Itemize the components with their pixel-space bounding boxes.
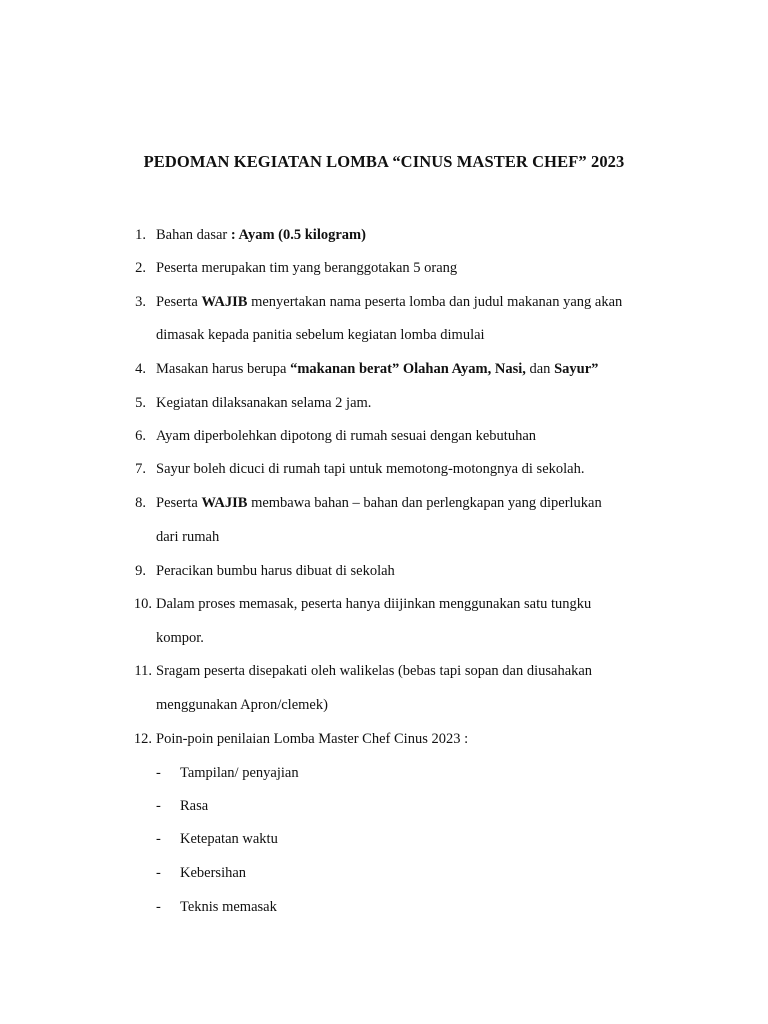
bullet-dash: - [156,798,161,814]
criteria-text: Rasa [180,798,209,814]
page-title: PEDOMAN KEGIATAN LOMBA “CINUS MASTER CHEF” 2023 [143,152,625,171]
item-text: Ayam diperbolehkan dipotong di rumah sesuai dengan kebutuhan [156,428,537,444]
criteria-text: Tampilan/ penyajian [180,765,299,781]
item-number: 1. [135,227,146,243]
bullet-dash: - [156,865,161,881]
item-number: 5. [135,395,146,411]
item-text-bold: WAJIB [201,495,248,511]
item-number: 10. [133,596,152,612]
item-number: 11. [134,663,152,679]
item-text-bold: WAJIB [201,294,248,310]
item-text: membawa bahan – bahan dan perlengkapan yang diperlukan [247,495,602,511]
item-text-bold: : Ayam (0.5 kilogram) [230,227,366,243]
item-number: 4. [135,361,146,377]
item-text: Dalam proses memasak, peserta hanya diijinkan menggunakan satu tungku [156,596,592,612]
item-text: dari rumah [156,529,220,545]
item-number: 6. [135,428,146,444]
item-text-bold: “makanan berat” Olahan Ayam, Nasi, [290,361,526,377]
item-text: menggunakan Apron/clemek) [156,697,328,713]
item-text: dimasak kepada panitia sebelum kegiatan lomba dimulai [156,327,485,343]
item-text: dan [525,361,555,377]
item-text: Peserta [156,495,202,511]
item-number: 9. [135,563,146,579]
item-text: Peserta merupakan tim yang beranggotakan 5 orang [156,260,458,276]
item-text: Sayur boleh dicuci di rumah tapi untuk memotong-motongnya di sekolah. [156,461,585,477]
item-number: 2. [135,260,146,276]
item-text: Peserta [156,294,202,310]
item-text: Peracikan bumbu harus dibuat di sekolah [156,563,395,579]
bullet-dash: - [156,899,161,915]
item-number: 8. [135,495,146,511]
item-text: Kegiatan dilaksanakan selama 2 jam. [156,395,372,411]
bullet-dash: - [156,831,161,847]
item-number: 12. [133,731,152,747]
item-number: 3. [135,294,146,310]
item-text: kompor. [156,630,204,646]
item-text: Poin-poin penilaian Lomba Master Chef Cinus 2023 : [156,731,469,747]
criteria-text: Ketepatan waktu [180,831,278,847]
item-text: Sragam peserta disepakati oleh walikelas (bebas tapi sopan dan diusahakan [156,663,593,679]
item-text: Masakan harus berupa [156,361,291,377]
item-text-bold: Sayur” [554,361,599,377]
criteria-text: Teknis memasak [180,899,277,915]
bullet-dash: - [156,765,161,781]
criteria-text: Kebersihan [180,865,247,881]
item-text: menyertakan nama peserta lomba dan judul makanan yang akan [247,294,623,310]
item-number: 7. [135,461,146,477]
item-text: Bahan dasar [156,227,231,243]
